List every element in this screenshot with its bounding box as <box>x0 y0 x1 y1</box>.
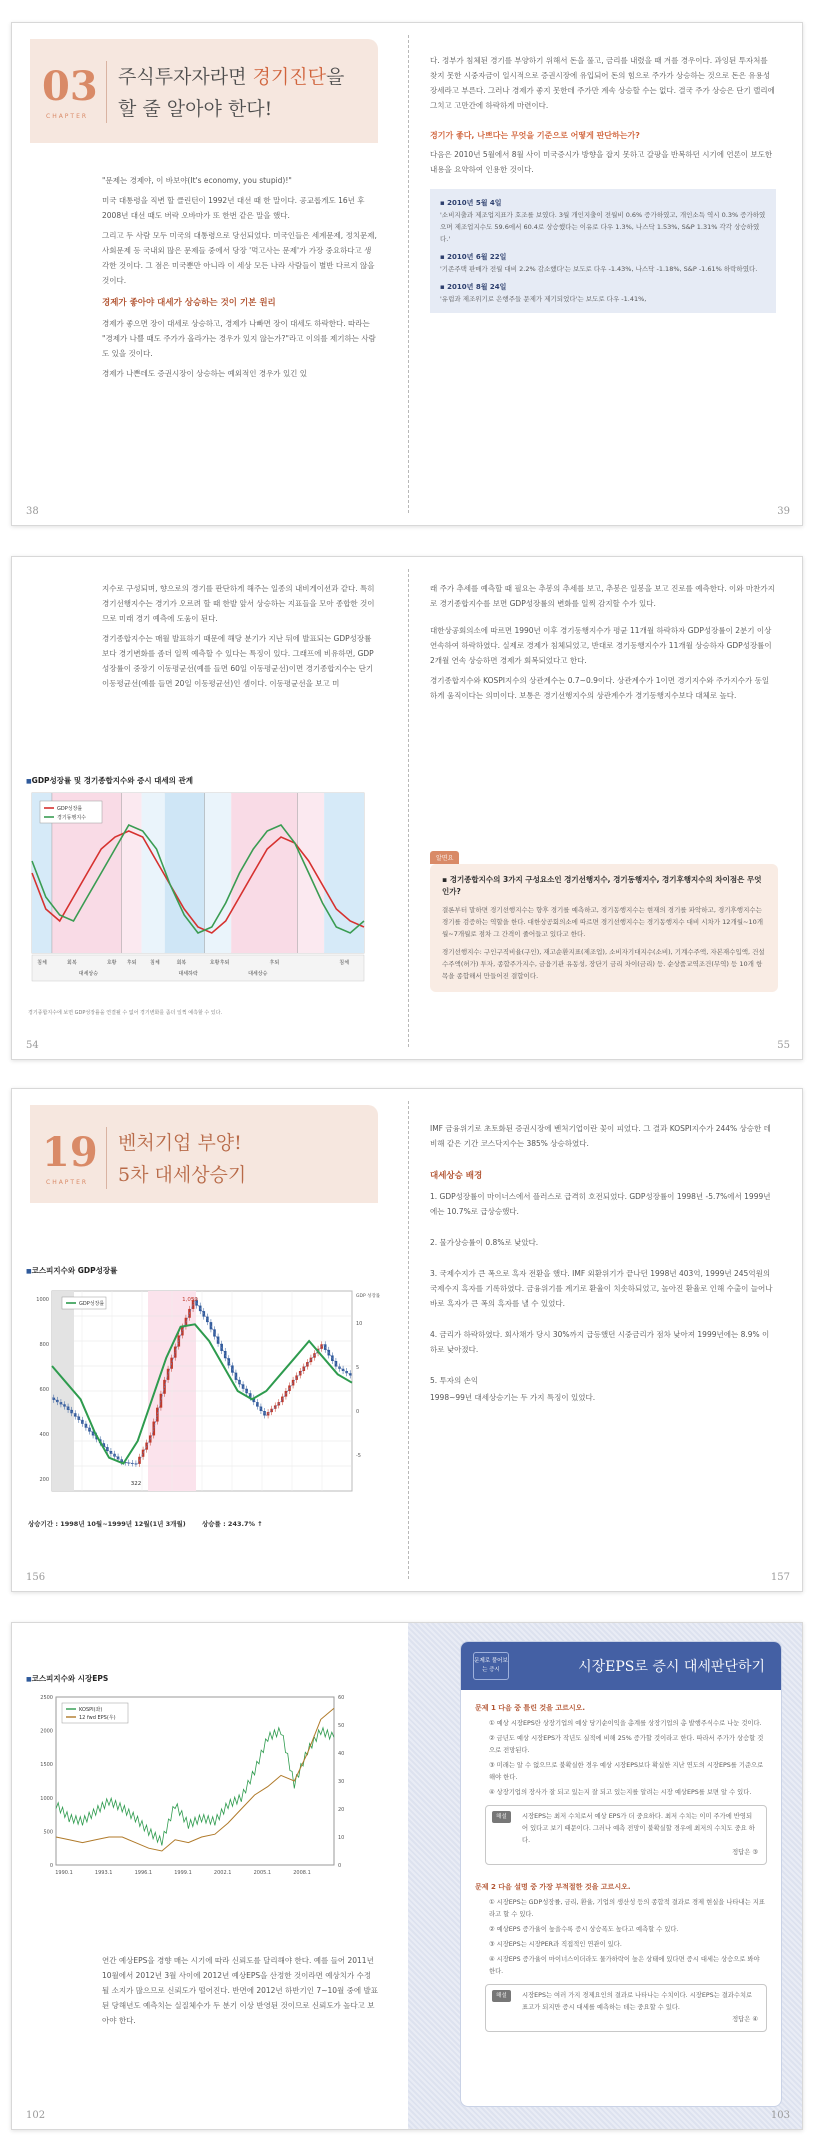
spread-gdp-cycle <box>11 556 803 1060</box>
answer-option: ① 시장EPS는 GDP성장률, 금리, 환율, 기업의 생산성 등의 종합적 결과로 경제 현실을 나타내는 지표라고 할 수 있다. <box>489 1899 765 1918</box>
page-55 <box>408 557 803 1059</box>
phase-label: 호황 <box>209 960 220 966</box>
y2-tick-label: 40 <box>338 1751 345 1757</box>
paragraph: 경기종합지수와 KOSPI지수의 상관계수는 0.7~0.9이다. 상관계수가 1이면 경기지수와 주가지수가 동일하게 움직이다는 의미이다. 보통은 경기선행지수의 상관계수가 경기동행지수보다 대체로 높다. <box>430 676 770 700</box>
kospi-gdp-chart <box>28 1277 384 1511</box>
paragraph: 다음은 2010년 5월에서 8월 사이 미국증시가 방향을 잡지 못하고 갈팡을 반복하던 시기에 언론이 보도한 내용을 요약하여 인용한 것이다. <box>430 150 773 174</box>
page-102 <box>12 1623 408 2129</box>
quiz-header <box>461 1642 781 1690</box>
x-tick-label: 1996.1 <box>134 1870 153 1876</box>
answer-option: ① 예상 시장EPS란 상장기업의 예상 당기순이익을 총계를 상장기업의 총 발행주식수로 나눈 것이다. <box>489 1720 762 1727</box>
solution-tag: 해설 <box>492 1990 511 2002</box>
page-number: 39 <box>777 506 790 517</box>
phase-label: 호황 <box>106 960 117 966</box>
y2-tick-label: 0 <box>338 1863 342 1869</box>
phase-label: 침체 <box>37 960 47 966</box>
phase-band <box>122 793 142 953</box>
page-54 <box>12 557 408 1059</box>
kospi-eps-chart <box>26 1689 366 1889</box>
legend-label: 12 fwd EPS(우) <box>79 1715 116 1721</box>
phase-band <box>324 793 364 953</box>
page-number: 55 <box>777 1040 790 1051</box>
y-tick-label: 1000 <box>36 1297 49 1303</box>
page-number: 54 <box>26 1040 39 1051</box>
phase-label: 대세하락 <box>178 971 198 977</box>
x-tick-label: 1999.1 <box>174 1870 192 1876</box>
chapter-header <box>30 1105 378 1203</box>
paragraph: 연간 예상EPS을 경향 매는 시기에 따라 신뢰도를 달리해야 한다. 예를 들어 2011년 10월에서 2012년 3월 사이에 2012년 예상EPS을 산정한 것이라면 예상치가 수정될 소지가 많으므로 신뢰도가 떨어진다. 반면에 2012년 하반기인 7~10월 중에 발표된 당해년도 예측치는 실질체수가 두 분기 이상 반영된 것이므로 신뢰도가 높다고 보아야 한다. <box>102 1956 379 2025</box>
legend-label: 경기동행지수 <box>57 815 86 821</box>
legend-label: KOSPI(좌) <box>79 1707 103 1713</box>
phase-band <box>165 793 205 953</box>
body-text <box>430 1121 776 1410</box>
news-text: '기존주택 판매가 전월 대비 2.2% 감소했다'는 보도로 다우 -1.43%, 나스닥 -1.18%, S&P -1.61% 하락하였다. <box>440 265 758 273</box>
chart-footer <box>28 1519 263 1528</box>
candle-body <box>213 1329 216 1336</box>
y2-tick-label: 5 <box>356 1365 360 1371</box>
paragraph: 대한상공회의소에 따르면 1990년 이후 경기동행지수가 평균 11개월 하락하자 GDP성장률이 2분기 이상 연속하여 하락하였다. 실제로 경제가 침체되었고, 반대로 경기동행지수가 11개월 상승하자 GDP성장률이 2개월 연속 상승하면 경제가 회복되었다고 한다. <box>430 626 772 665</box>
y-tick-label: 2000 <box>40 1728 53 1735</box>
news-date: ▪ 2010년 6월 22일 <box>440 253 507 261</box>
paragraph: 지수로 구성되며, 향으로의 경기를 판단하게 해주는 일종의 내비게이션과 같다. 특히 경기선행지수는 경기가 오르려 할 때 한발 앞서 상승하는 지표들을 모아 종합한 것이므로 미래 경기 예측에 도움이 된다. <box>102 584 375 623</box>
tip-paragraph: 결론부터 말하면 경기선행지수는 향후 경기를 예측하고, 경기동행지수는 현재의 경기를 파악하고, 경기후행지수는 경기를 검증하는 역할을 한다. 대한상공회의소에 따르면 경기선행지수는 경기동행지수 대비 시차가 12개월~10개월~7개월로 점차 그 간격이 줄어들고 있다고 한다. <box>442 906 763 938</box>
section-subhead: 대세상승 배경 <box>430 1171 483 1181</box>
answer-option: ③ 미래는 알 수 없으므로 불확실한 경우 예상 시장EPS보다 확실한 지난 연도의 시장EPS를 기준으로 해야 한다. <box>489 1762 764 1781</box>
page-39 <box>408 23 803 525</box>
y2-tick-label: 50 <box>338 1723 345 1729</box>
y-tick-label: 600 <box>39 1387 49 1393</box>
chapter-header <box>30 39 378 143</box>
phase-band <box>231 793 297 953</box>
peak-annotation: 1,059 <box>182 1297 198 1303</box>
y2-tick-label: 10 <box>338 1835 345 1841</box>
page-38 <box>12 23 408 525</box>
solution-box <box>485 1805 767 1865</box>
tip-tab-label: 알면요 <box>430 851 459 864</box>
reason-item: 5. 투자의 손익 <box>430 1376 479 1385</box>
solution-tag: 해설 <box>492 1811 511 1823</box>
chart-note: 경기종합지수에 보면 GDP성장률을 연결될 수 없어 경기변화를 좀더 일찍 예측할 수 있다. <box>28 1010 223 1016</box>
solution-answer: 정답은 ③ <box>732 1849 758 1856</box>
x-tick-label: 1990.1 <box>55 1870 73 1876</box>
news-summary-box <box>430 189 776 313</box>
spread-market-eps <box>11 1622 803 2130</box>
page-number: 156 <box>26 1572 46 1583</box>
candle-body <box>224 1351 227 1358</box>
quiz-panel <box>460 1641 782 2107</box>
x-tick-label: 1993.1 <box>94 1870 113 1876</box>
phase-label: 후퇴 <box>269 960 280 966</box>
page-103 <box>408 1623 803 2129</box>
chapter-label: CHAPTER <box>46 113 89 120</box>
rise-period-label: 상승기간 : 1998년 10월~1999년 12월(1년 3개월) <box>28 1520 186 1528</box>
body-text <box>102 581 378 696</box>
y-tick-label: 200 <box>39 1477 49 1483</box>
y2-axis-label: GDP 성장률 <box>356 1294 381 1299</box>
section-question: 경기가 좋다, 나쁘다는 무엇을 기준으로 어떻게 판단하는가? <box>430 131 640 140</box>
tip-box <box>430 845 778 992</box>
body-text <box>102 1953 378 2033</box>
solution-text: 시장EPS는 최저 수치로서 예상 EPS가 더 중요하다. 최저 수치는 이미 주가에 반영되어 있다고 보기 때문이다. 그러나 예측 전망이 불확실할 경우에 최저의 수치도 중요 하다. <box>522 1813 755 1844</box>
y2-tick-label: 30 <box>338 1779 345 1785</box>
solution-box <box>485 1984 767 2032</box>
quiz-section-1 <box>461 1690 781 1865</box>
phase-label: 회복 <box>176 960 187 966</box>
y-tick-label: 800 <box>39 1342 49 1348</box>
quiz-logo: 문제로 풀어보는 증시 <box>473 1652 509 1680</box>
answer-option: ③ 시장EPS는 시장PER과 직접적인 연관이 있다. <box>489 1941 622 1948</box>
y2-tick-label: 10 <box>356 1321 363 1327</box>
chart-title: ■ 코스피지수와 시장EPS <box>26 1673 108 1684</box>
chapter-title <box>118 61 344 125</box>
x-tick-label: 2008.1 <box>293 1870 311 1876</box>
page-number: 102 <box>26 2110 46 2121</box>
tip-question: ▪ 경기종합지수의 3가지 구성요소인 경기선행지수, 경기동행지수, 경기후행지수의 차이점은 무엇인가? <box>442 875 762 896</box>
chapter-title-part: 을 <box>325 66 345 88</box>
page-number: 103 <box>770 2110 790 2121</box>
y-tick-label: 1000 <box>40 1795 53 1802</box>
paragraph: 경기종합지수는 매월 발표하기 때문에 해당 분기가 지난 뒤에 발표되는 GDP성장률보다 경기변화를 좀더 일찍 예측할 수 있다는 특징이 있다. 그래프에 비유하면, GDP성장률이 중장기 이동평균선(예를 들면 60일 이동평균선)이면 경기종합지수는 단기 이동평균선(예를 들면 20일 이동평균선)인 셈이다. 이동평균선을 보고 미 <box>102 634 374 688</box>
news-date: ▪ 2010년 5월 4일 <box>440 199 502 207</box>
phase-band <box>298 793 325 953</box>
reason-item: 1998~99년 대세상승기는 두 가지 특징이 있었다. <box>430 1393 596 1402</box>
solution-answer: 정답은 ④ <box>732 2016 758 2023</box>
paragraph: 래 주가 추세를 예측할 때 필요는 추봉의 추세를 보고, 추봉은 일봉을 보고 진로를 예측한다. 이와 마찬가지로 경기종합지수를 보면 GDP성장률의 변화를 일찍 감지할 수가 있다. <box>430 584 775 608</box>
legend-label: GDP성장률 <box>57 806 83 812</box>
paragraph: 다. 정부가 침체된 경기를 부양하기 위해서 돈을 풀고, 금리를 내렸을 때 겨를 경우이다. 과잉된 투자처를 찾지 못한 시중자금이 일시적으로 증권시장에 유입되어 돈의 힘으로 주가가 상승하는 것으로 돈은 유용성 장세라고 부른다. 그러나 경제가 좋지 못한데 주가만 계속 상승할 수는 없다. 결국 주가 상승은 단기 랠리에 그치고 고만간에 하락하게 마련이다. <box>430 56 775 110</box>
quiz-section-2 <box>461 1869 781 2032</box>
reason-item: 2. 물가상승률이 0.8%로 낮았다. <box>430 1238 539 1247</box>
chapter-title-line2: 5차 대세상승기 <box>118 1164 247 1186</box>
phase-label: 침체 <box>150 960 160 966</box>
x-tick-label: 2005.1 <box>253 1870 272 1876</box>
phase-label: 침체 <box>339 960 349 966</box>
chapter-divider <box>106 61 107 123</box>
body-text <box>102 173 378 386</box>
chapter-title-line2: 할 줄 알아야 한다! <box>118 98 273 120</box>
chapter-title-line1: 벤처기업 부양! <box>118 1132 242 1154</box>
reason-item: 1. GDP성장률이 마이너스에서 플러스로 급격히 호전되었다. GDP성장률이 1998년 -5.7%에서 1999년에는 10.7%로 급상승했다. <box>430 1192 771 1216</box>
answer-option: ② 예상EPS 증가율이 높을수록 증시 상승폭도 높다고 예측할 수 있다. <box>489 1926 679 1933</box>
paragraph: "문제는 경제야, 이 바보야(It's economy, you stupid)!" <box>102 176 292 185</box>
chart-title: ■ 코스피지수와 GDP성장률 <box>26 1265 117 1276</box>
quiz-title: 시장EPS로 증시 대세판단하기 <box>578 1659 765 1675</box>
spread-chapter-19 <box>11 1088 803 1592</box>
chart-title: ■ GDP성장률 및 경기종합지수와 증시 대세의 관계 <box>26 775 193 786</box>
phase-band <box>142 793 165 953</box>
answer-option: ④ 상장기업의 장사가 잘 되고 있는지 잘 되고 있는지를 알려는 시장 예상EPS를 보면 알 수 있다. <box>489 1789 752 1796</box>
trough-annotation: 322 <box>130 1481 142 1487</box>
section-subhead: 경제가 좋아야 대세가 상승하는 것이 기본 원리 <box>102 298 276 308</box>
phase-row <box>32 955 364 981</box>
spread-chapter-03 <box>11 22 803 526</box>
y-tick-label: 1500 <box>40 1762 53 1769</box>
news-text: '소비지출과 제조업지표가 호조를 보였다. 3월 개인지출이 전월비 0.6% 증가하였고, 개인소득 역시 0.3% 증가하였으며 제조업지수도 59.6에서 60.4로 상승했다는 이유로 다우 1.3%, 나스닥 1.53%, S&P 1.31% 각각 상승하였다.' <box>440 211 766 243</box>
chapter-divider <box>106 1127 107 1189</box>
page-number: 157 <box>770 1572 790 1583</box>
y-tick-label: 500 <box>43 1829 53 1836</box>
tip-paragraph: 경기선행지수: 구인구직비율(구인), 재고순환지표(제조업), 소비자기대지수(소비), 기계수주액, 자본재수입액, 건설수주액(허가) 투자, 종합주가지수, 금융기관 유동성, 장단기 금리 차이(금리) 등. 순상품교역조건(무역) 등 10개 항목을 종합해서 만들어진 결합이다. <box>442 948 765 980</box>
cycle-chart <box>28 789 368 1005</box>
chapter-title <box>118 1127 246 1191</box>
chapter-number: 19 <box>42 1129 98 1176</box>
y-tick-label: 0 <box>49 1863 53 1869</box>
body-text <box>430 53 776 313</box>
chapter-number: 03 <box>42 63 98 110</box>
paragraph: 경제가 나쁜데도 증권시장이 상승하는 예외적인 경우가 있긴 있 <box>102 369 308 378</box>
phase-label: 회복 <box>67 960 77 966</box>
paragraph: IMF 금융위기로 초토화된 증권시장에 벤처기업이란 꽃이 피었다. 그 결과 KOSPI지수가 244% 상승한 데 비해 같은 기간 코스닥지수는 385% 상승하였다. <box>430 1124 771 1148</box>
legend-label: GDP성장률 <box>79 1301 105 1307</box>
reason-item: 4. 금리가 하락하였다. 회사채가 당시 30%까지 급등했던 시중금리가 점차 낮아져 1999년에는 8.9% 이하로 낮아졌다. <box>430 1330 770 1354</box>
reason-item: 3. 국제수지가 큰 폭으로 흑자 전환을 했다. IMF 외환위기가 끝나던 1998년 403억, 1999년 245억원의 국제수지 흑자를 기록하였다. 금융위기를 계기로 환율이 치솟하되었고, 높아진 환율로 인해 수출이 늘어나 바로 흑자가 큰 폭의 흑자를 낼 수 있었다. <box>430 1269 773 1308</box>
question-1: 문제 1 다음 중 틀린 것을 고르시오. <box>475 1704 586 1712</box>
y2-tick-label: 60 <box>338 1695 345 1701</box>
y-tick-label: 400 <box>39 1432 49 1438</box>
chapter-title-part: 주식투자자라면 <box>118 66 253 88</box>
body-text <box>430 581 776 708</box>
y-tick-label: 2500 <box>40 1695 53 1701</box>
candle-body <box>181 1327 184 1336</box>
phase-label: 대세상승 <box>78 971 99 977</box>
phase-label: 후퇴 <box>126 960 137 966</box>
answer-option: ② 금년도 예상 시장EPS가 작년도 실적에 비해 25% 증가할 것이라고 한다. 따라서 주가가 상승할 것으로 전망된다. <box>489 1735 764 1754</box>
y2-tick-label: -5 <box>356 1453 361 1459</box>
paragraph: 미국 대통령을 직변 할 클린턴이 1992년 대선 때 한 말이다. 공교롭게도 16년 후 2008년 대선 때도 버락 오바마가 또 한번 같은 말을 했다. <box>102 196 365 220</box>
solution-text: 시장EPS는 여러 가지 경제요인의 결과로 나타나는 수치이다. 시장EPS는 결과수치로 표고가 되지만 증시 대세를 예측하는 데는 중요할 수 있다. <box>522 1992 753 2011</box>
chapter-label: CHAPTER <box>46 1179 89 1186</box>
page-157 <box>408 1089 803 1591</box>
tip-content <box>430 864 778 992</box>
rise-rate-label: 상승률 : 243.7% ↑ <box>201 1520 263 1528</box>
y2-tick-label: 20 <box>338 1807 345 1813</box>
news-text: '유럽과 제조위기로 은행주들 문제가 제기되었다'는 보도로 다우 -1.41%, <box>440 295 647 303</box>
page-number: 38 <box>26 506 39 517</box>
x-tick-label: 2002.1 <box>213 1870 232 1876</box>
y2-tick-label: 0 <box>356 1409 360 1415</box>
answer-option: ④ 시장EPS 증가율이 마이너스이더라도 물가하락이 높은 상태에 있다면 증시 대세는 상승으로 봐야 한다. <box>489 1956 760 1975</box>
phase-label: 대세상승 <box>248 971 268 977</box>
chapter-title-highlight: 경기진단 <box>252 66 326 88</box>
paragraph: 그리고 두 사람 모두 미국의 대통령으로 당선되었다. 미국인들은 세계문제, 정치문제, 사회문제 등 국내외 많은 문제들 중에서 당장 '먹고사는 문제'가 가장 중요하다고 생각한 것이다. 그 점은 미국뿐만 아니라 이 세상 모든 나라 사람들이 별반 다르지 않을 것이다. <box>102 231 377 285</box>
question-2: 문제 2 다음 설명 중 가장 부적절한 것을 고르시오. <box>475 1883 631 1891</box>
phase-label: 후퇴 <box>219 960 230 966</box>
news-date: ▪ 2010년 8월 24일 <box>440 283 507 291</box>
paragraph: 경제가 좋으면 장이 대세로 상승하고, 경제가 나빠면 장이 대세도 하락한다. 따라는 "경제가 나쁠 때도 주가가 올라가는 경우가 있지 않는가?"라고 이의를 제기하는 사람도 있을 것이다. <box>102 319 376 358</box>
page-156 <box>12 1089 408 1591</box>
